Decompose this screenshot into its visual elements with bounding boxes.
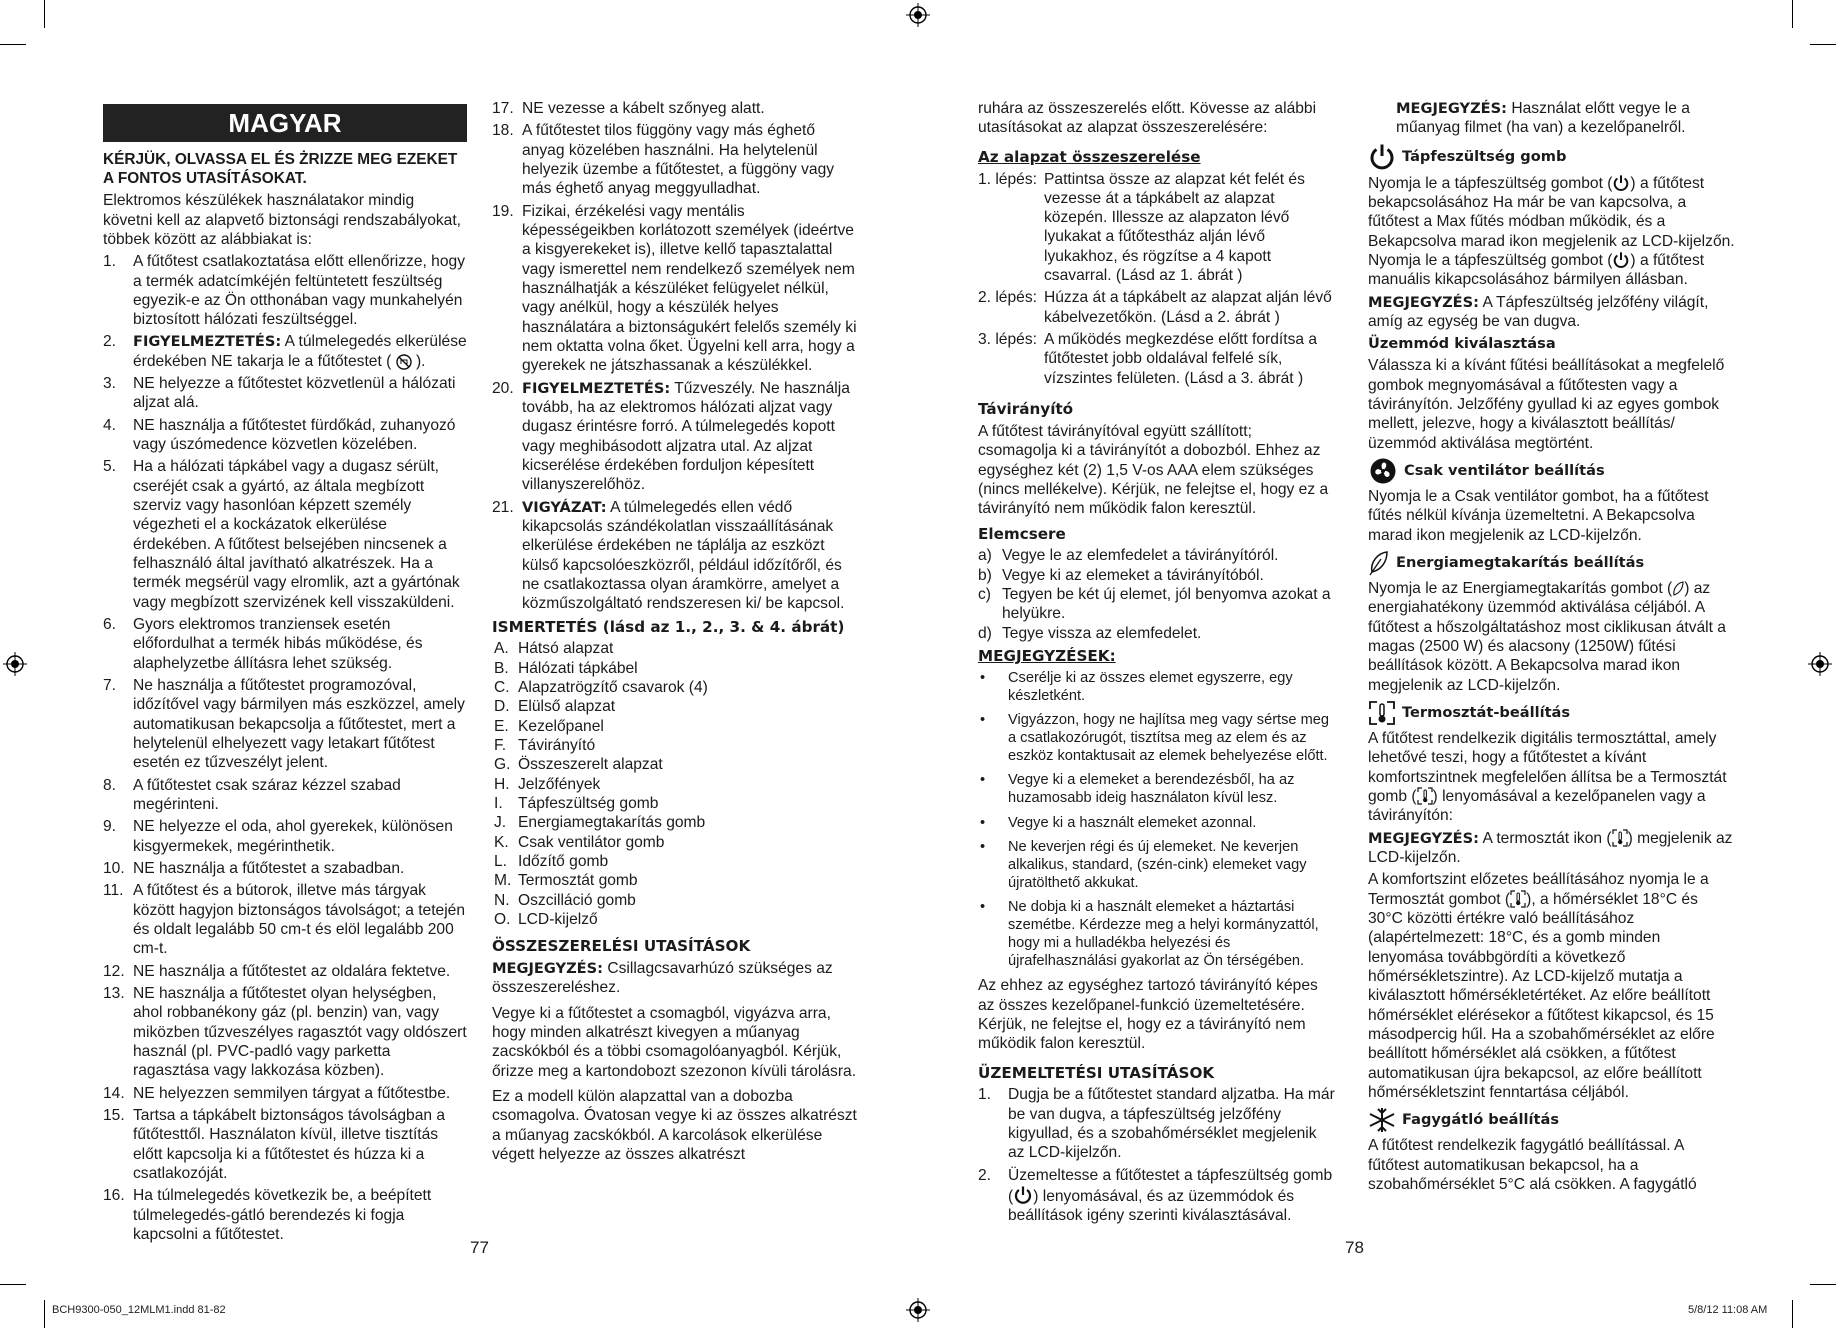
thermostat-icon: [1368, 700, 1396, 726]
operation-steps: [978, 1085, 1335, 1225]
eco-section-heading: Energiamegtakarítás beállítás: [1368, 550, 1736, 576]
list-item: G. Összeszerelt alapzat: [494, 756, 663, 774]
crop-mark: [1792, 1300, 1793, 1328]
registration-mark-icon: [906, 1298, 930, 1322]
list-item: 12. NE használja a fűtőtestet az oldalára fektetve.: [103, 962, 451, 980]
safety-list-part1: [103, 252, 467, 1244]
column-1: [103, 104, 467, 1247]
list-item: K. Csak ventilátor gomb: [494, 833, 665, 851]
list-item: L. Időzítő gomb: [494, 852, 609, 870]
list-item: b) Vegye ki az elemeket a távirányítóból.: [978, 566, 1264, 584]
snowflake-icon: [1368, 1107, 1396, 1133]
slug-filename: BCH9300-050_12MLM1.indd 81-82: [52, 1304, 226, 1316]
notes-list: [978, 669, 1335, 970]
list-item: A. Hátsó alapzat: [494, 640, 614, 658]
language-banner: MAGYAR: [103, 104, 467, 142]
intro-text: Elektromos készülékek használatakor mindig követni kell az alapvető biztonsági rendszabályokat, többek között az alábbiakat is:: [103, 192, 462, 248]
list-item: F. Távirányító: [494, 737, 596, 755]
frost-section-heading: Fagygátló beállítás: [1368, 1107, 1736, 1133]
crop-mark: [44, 1300, 45, 1328]
list-item: 19. Fizikai, érzékelési vagy mentális képességeikben korlátozott személyek (ideértve a kisgyerekeket is), illetve kellő tapasztalattal vagy ismerettel nem rendelkező személyek nem használhatják a készüléket felügyelet nélkül, vagy anélkül, hogy a készülék helyes használatára a biztonságukért felelős személy ki nem oktatta volna őket. Ügyelni kell arra, hogy a gyerekek ne játszhassanak a készülékkel.: [492, 202, 857, 375]
page-number-right: 78: [1345, 1238, 1364, 1257]
list-item: 2. Üzemeltesse a fűtőtestet a tápfeszültség gomb ( ) lenyomásával, és az üzemmódok és beállítások igény szerinti kiválasztásával.: [978, 1166, 1333, 1225]
list-item: 21. VIGYÁZAT: A túlmelegedés ellen védő kikapcsolás szándékolatlan visszaállításának elkerülése érdekében ne táplálja az eszközt külső kapcsolóeszközről, például időzítőről, és ne csatlakoztassa olyan áramkörre, amelyet a közműszolgáltató rendszeresen ki/ be kapcsol.: [492, 498, 845, 613]
eco-text: Nyomja le az Energiamegtakarítás gombot ( ) az energiahatékony üzemmód aktiválása céljából. A fűtőtest a hőszolgáltatáshoz most ciklikusan átvált a magas (2500 W) és alacsony (1250W) fűtési beállítások között. A Bekapcsolva marad ikon megjelenik az LCD-kijelzőn.: [1368, 580, 1726, 694]
power-note: MEGJEGYZÉS: A Tápfeszültség jelzőfény világít, amíg az egység be van dugva.: [1368, 293, 1709, 330]
crop-mark: [44, 0, 45, 28]
fan-icon: [1368, 458, 1398, 484]
list-item: • Vegye ki a használt elemeket azonnal.: [978, 814, 1335, 832]
battery-title: Elemcsere: [978, 524, 1066, 543]
leaf-icon: [1672, 581, 1684, 597]
leaf-icon: [1368, 550, 1390, 576]
power-text: Nyomja le a tápfeszültség gombot ( ) a fűtőtest bekapcsolásához Ha már be van kapcsolva, a fűtőtest a Max fűtés módban működik, és a Bekapcsolva marad ikon megjelenik az LCD-kijelzőn. Nyomja le a tápfeszültség gombot ( ) a fűtőtest manuális kikapcsolásához bármilyen állásban.: [1368, 174, 1735, 289]
list-item: N. Oszcilláció gomb: [494, 891, 636, 909]
list-item: • Ne keverjen régi és új elemeket. Ne keverjen alkalikus, standard, (szén-cink) elemeket vagy újratölthető akkukat.: [978, 838, 1335, 892]
assembly-note: MEGJEGYZÉS: Csillagcsavarhúzó szükséges az összeszereléshez.: [492, 960, 833, 997]
column-2: [492, 99, 858, 1167]
intro-title: KÉRJÜK, OLVASSA EL ÉS ŻRIZZE MEG EZEKET A FONTOS UTASÍTÁSOKAT.: [103, 151, 458, 188]
list-item: • Vegye ki a elemeket a berendezésből, ha az huzamosabb ideig használaton kívül lesz.: [978, 771, 1335, 807]
safety-list-part2: [492, 99, 858, 614]
list-item: • Cserélje ki az összes elemet egyszerre, egy készletként.: [978, 669, 1335, 705]
list-item: 15. Tartsa a tápkábelt biztonságos távolságban a fűtőtesttől. Használaton kívül, illetve tisztítás előtt kapcsolja ki a fűtőtestet és húzza ki a csatlakozóját.: [103, 1106, 446, 1182]
assembly-steps: [978, 170, 1335, 389]
mode-title: Üzemmód kiválasztása: [1368, 335, 1556, 353]
description-title: ISMERTETÉS (lásd az 1., 2., 3. & 4. ábrát): [492, 617, 845, 636]
list-item: 3. NE helyezze a fűtőtestet közvetlenül a hálózati aljzat alá.: [103, 375, 456, 412]
list-item: 1. Dugja be a fűtőtestet standard aljzatba. Ha már be van dugva, a tápfeszültség jelzőfény kigyullad, és a szobahőmérséklet megjelenik az LCD-kijelzőn.: [978, 1086, 1335, 1162]
note-film: MEGJEGYZÉS: Használat előtt vegye le a műanyag filmet (ha van) a kezelőpanelről.: [1396, 100, 1690, 137]
registration-mark-icon: [906, 3, 930, 27]
list-item: B. Hálózati tápkábel: [494, 659, 638, 677]
thermostat-section-heading: Termosztát-beállítás: [1368, 700, 1736, 726]
list-item: 1. lépés: Pattintsa össze az alapzat két felét és vezesse át a tápkábelt az alapzat közepén. Illessze az alapzaton lévő lyukakat a fűtőtestház alján lévő lyukakhoz, és rögzítse a 4 kapott csavarral. (Lásd az 1. ábrát ): [978, 170, 1305, 285]
notes-title: MEGJEGYZÉSEK:: [978, 647, 1116, 666]
continued-text: ruhára az összeszerelés előtt. Kövesse az alábbi utasításokat az alapzat összeszerelésére:: [978, 100, 1317, 137]
fan-section-heading: Csak ventilátor beállítás: [1368, 458, 1736, 484]
list-item: E. Kezelőpanel: [494, 717, 604, 735]
thermostat-icon: [1510, 890, 1526, 908]
list-item: 13. NE használja a fűtőtestet olyan helységben, ahol robbanékony gáz (pl. benzin) van, vagy miközben tűzveszélyes ragasztót vagy oldószert használ (pl. PVC-padló vagy parketta ragasztása vagy lakkozása közben).: [103, 984, 467, 1080]
list-item: 16. Ha túlmelegedés következik be, a beépített túlmelegedés-gátló berendezés ki fogja kapcsolni a fűtőtestet.: [103, 1187, 432, 1243]
column-3: [978, 99, 1335, 1229]
list-item: c) Tegyen be két új elemet, jól benyomva azokat a helyükre.: [978, 586, 1331, 623]
registration-mark-icon: [1808, 652, 1832, 676]
power-section-heading: Tápfeszültség gomb: [1368, 143, 1736, 171]
list-item: d) Tegye vissza az elemfedelet.: [978, 624, 1202, 642]
page-number-left: 77: [470, 1238, 489, 1257]
frost-text: A fűtőtest rendelkezik fagygátló beállítással. A fűtőtest automatikusan bekapcsol, ha a szobahőmérséklet 5°C alá csökken. A fagygátló: [1368, 1137, 1697, 1193]
remote-function-text: Az ehhez az egységhez tartozó távirányító képes az összes kezelőpanel-funkció üzemeltetésére. Kérjük, ne felejtse el, hogy ez a távirányító nem működik falon keresztül.: [978, 977, 1318, 1053]
list-item: • Vigyázzon, hogy ne hajlítsa meg vagy sértse meg a csatlakozórugót, tisztítsa meg az elem és az eszköz kontaktusait az elemek behelyezése előtt.: [978, 711, 1335, 765]
fan-text: Nyomja le a Csak ventilátor gombot, ha a fűtőtest fűtés nélkül kívánja üzemeltetni. A Bekapcsolva marad ikon megjelenik az LCD-kijelzőn.: [1368, 488, 1709, 544]
remote-title: Távirányító: [978, 400, 1074, 419]
thermostat-note: MEGJEGYZÉS: A termosztát ikon ( ) megjelenik az LCD-kijelzőn.: [1368, 829, 1733, 866]
crop-mark: [0, 1284, 26, 1285]
list-item: 3. lépés: A működés megkezdése előtt fordítsa a fűtőtestet jobb oldalával felfelé sík, vízszintes felületen. (Lásd a 3. ábrát ): [978, 331, 1318, 387]
list-item: H. Jelzőfények: [494, 775, 601, 793]
list-item: 11. A fűtőtest és a bútorok, illetve más tárgyak között hagyjon biztonságos távolságot; a tetején és oldalt legalább 50 cm-t és elöl legalább 200 cm-t.: [103, 882, 466, 958]
assembly-paragraph-1: Vegye ki a fűtőtestet a csomagból, vigyázva arra, hogy minden alkatrészt kivegyen a műanyag zacskókból és a többi csomagolóanyagból. Kérjük, őrizze meg a kartondobozt szezonon kívüli tárolásra.: [492, 1004, 857, 1080]
list-item: 2. FIGYELMEZTETÉS: A túlmelegedés elkerülése érdekében NE takarja le a fűtőtestet ( ).: [103, 333, 467, 370]
mode-text: Válassza ki a kívánt fűtési beállításokat a megfelelő gombok megnyomásával a fűtőtesten vagy a távirányítón. Jelzőfény gyullad ki az egyes gombok mellett, jelezve, hogy a kiválasztott beállítás/üzemmód aktiválása megtörtént.: [1368, 357, 1725, 452]
base-assembly-title: Az alapzat összeszerelése: [978, 147, 1201, 166]
list-item: I. Tápfeszültség gomb: [494, 795, 659, 812]
list-item: 6. Gyors elektromos tranziensek esetén előfordulhat a termék hibás működése, és alaphelyzetbe állításra lehet szükség.: [103, 616, 423, 672]
list-item: a) Vegye le az elemfedelet a távirányítóról.: [978, 547, 1279, 565]
list-item: C. Alapzatrögzítő csavarok (4): [494, 679, 708, 697]
do-not-cover-icon: [396, 354, 412, 370]
power-icon: [1612, 174, 1630, 192]
list-item: 7. Ne használja a fűtőtestet programozóval, időzítővel vagy bármilyen más eszközzel, amely automatikusan bekapcsolja a fűtőtestet, mert a helytelenül elhelyezett vagy letakart fűtőtest esetén ez tűzveszélyt jelent.: [103, 677, 465, 772]
parts-list: [492, 639, 858, 929]
crop-mark: [0, 44, 26, 45]
power-icon: [1612, 251, 1630, 269]
registration-mark-icon: [3, 652, 27, 676]
operation-title: ÜZEMELTETÉSI UTASÍTÁSOK: [978, 1063, 1215, 1082]
list-item: • Ne dobja ki a használt elemeket a háztartási szemétbe. Kérdezze meg a helyi kormányzattól, hogy mi a hulladékba helyezési és újrafelhasználási gyakorlat az Ön térségében.: [978, 898, 1335, 970]
list-item: 17. NE vezesse a kábelt szőnyeg alatt.: [492, 100, 765, 117]
power-icon: [1368, 143, 1396, 171]
list-item: 20. FIGYELMEZTETÉS: Tűzveszély. Ne használja tovább, ha az elektromos hálózati aljzat vagy dugasz érintésre forró. A túlmelegedés kopott vagy meghibásodott aljzatra utal. Az aljzat kicserélése érdekében forduljon képesített villanyszerelőhöz.: [492, 379, 850, 494]
crop-mark: [1810, 1284, 1836, 1285]
list-item: 4. NE használja a fűtőtestet fürdőkád, zuhanyozó vagy úszómedence közvetlen közelében.: [103, 416, 456, 454]
thermostat-text: A fűtőtest rendelkezik digitális termosztáttal, amely lehetővé teszi, hogy a fűtőtestet a kívánt komfortszintnek megfelelően állítsa be a Termosztát gomb ( ) lenyomásával a kezelőpanelen vagy a távirányítón:: [1368, 729, 1727, 825]
battery-steps: [978, 546, 1335, 643]
list-item: 10. NE használja a fűtőtestet a szabadban.: [103, 860, 405, 878]
crop-mark: [1810, 44, 1836, 45]
column-4: [1368, 99, 1736, 1197]
list-item: J. Energiamegtakarítás gomb: [494, 814, 706, 832]
list-item: 18. A fűtőtestet tilos függöny vagy más éghető anyag közelében használni. Ha helytelenül helyezik üzembe a fűtőtestet, a függöny vagy más éghető anyag meggyulladhat.: [492, 122, 835, 198]
list-item: 14. NE helyezzen semmilyen tárgyat a fűtőtestbe.: [103, 1084, 451, 1102]
list-item: D. Elülső alapzat: [494, 698, 616, 716]
list-item: 2. lépés: Húzza át a tápkábelt az alapzat alján lévő kábelvezetőkön. (Lásd a 2. ábrát ): [978, 289, 1332, 326]
list-item: O. LCD-kijelző: [494, 910, 598, 928]
list-item: M. Termosztát gomb: [494, 872, 638, 890]
thermostat-text-2: A komfortszint előzetes beállításához nyomja le a Termosztát gombot ( ), a hőmérséklet 18°C és 30°C közötti értékre való beállításához (alapértelmezett: 18°C, és a gomb minden lenyomása továbbgördíti a következő hőmérsékletszintre). Az LCD-kijelző mutatja a kiválasztott hőmérsékletértéket. Az előre beállított hőmérséklet elérésekor a fűtőtest kikapcsol, és 15 másodpercig hűl. Ha a szobahőmérséklet az előre beállított hőmérséklet alá csökken, a fűtőtest automatikusan újra bekapcsol, az előre beállított hőmérsékletszint fenntartása céljából.: [1368, 871, 1715, 1101]
assembly-paragraph-2: Ez a modell külön alapzattal van a dobozba csomagolva. Óvatosan vegye ki az összes alkatrészt a műanyag zacskókból. A karcolások elkerülése végett helyezze az összes alkatrészt: [492, 1088, 857, 1164]
list-item: 9. NE helyezze el oda, ahol gyerekek, különösen kisgyermekek, megérinthetik.: [103, 818, 453, 855]
list-item: 5. Ha a hálózati tápkábel vagy a dugasz sérült, cseréjét csak a gyártó, az általa megbízott szerviz vagy hasonlóan képzett személy végezheti el a kockázatok elkerülése érdekében. A fűtőtest belsejében nincsenek a felhasználó által javítható alkatrészek. Ha a termék megsérül vagy elromlik, azt a gyártónak vagy megbízott szervizének kell visszaküldeni.: [103, 458, 460, 611]
remote-text: A fűtőtest távirányítóval együtt szállított; csomagolja ki a távirányítót a dobozból. Ehhez az egységhez két (2) 1,5 V-os AAA elem szükséges (nincs mellékelve). Kérjük, ne felejtse el, hogy ez a távirányító nem működik falon keresztül.: [978, 422, 1329, 518]
thermostat-icon: [1417, 787, 1433, 805]
assembly-note-label: MEGJEGYZÉS:: [492, 960, 603, 978]
slug-date: 5/8/12 11:08 AM: [1688, 1304, 1768, 1316]
power-icon: [1013, 1185, 1033, 1205]
list-item: 1. A fűtőtest csatlakoztatása előtt ellenőrizze, hogy a termék adatcímkéjén feltüntetett feszültség egyezik-e az Ön otthonában vagy munkahelyén biztosított hálózati feszültséggel.: [103, 253, 465, 329]
crop-mark: [1792, 0, 1793, 28]
assembly-title: ÖSSZESZERELÉSI UTASÍTÁSOK: [492, 937, 751, 956]
thermostat-icon: [1612, 829, 1628, 847]
list-item: 8. A fűtőtestet csak száraz kézzel szabad megérinteni.: [103, 776, 401, 814]
